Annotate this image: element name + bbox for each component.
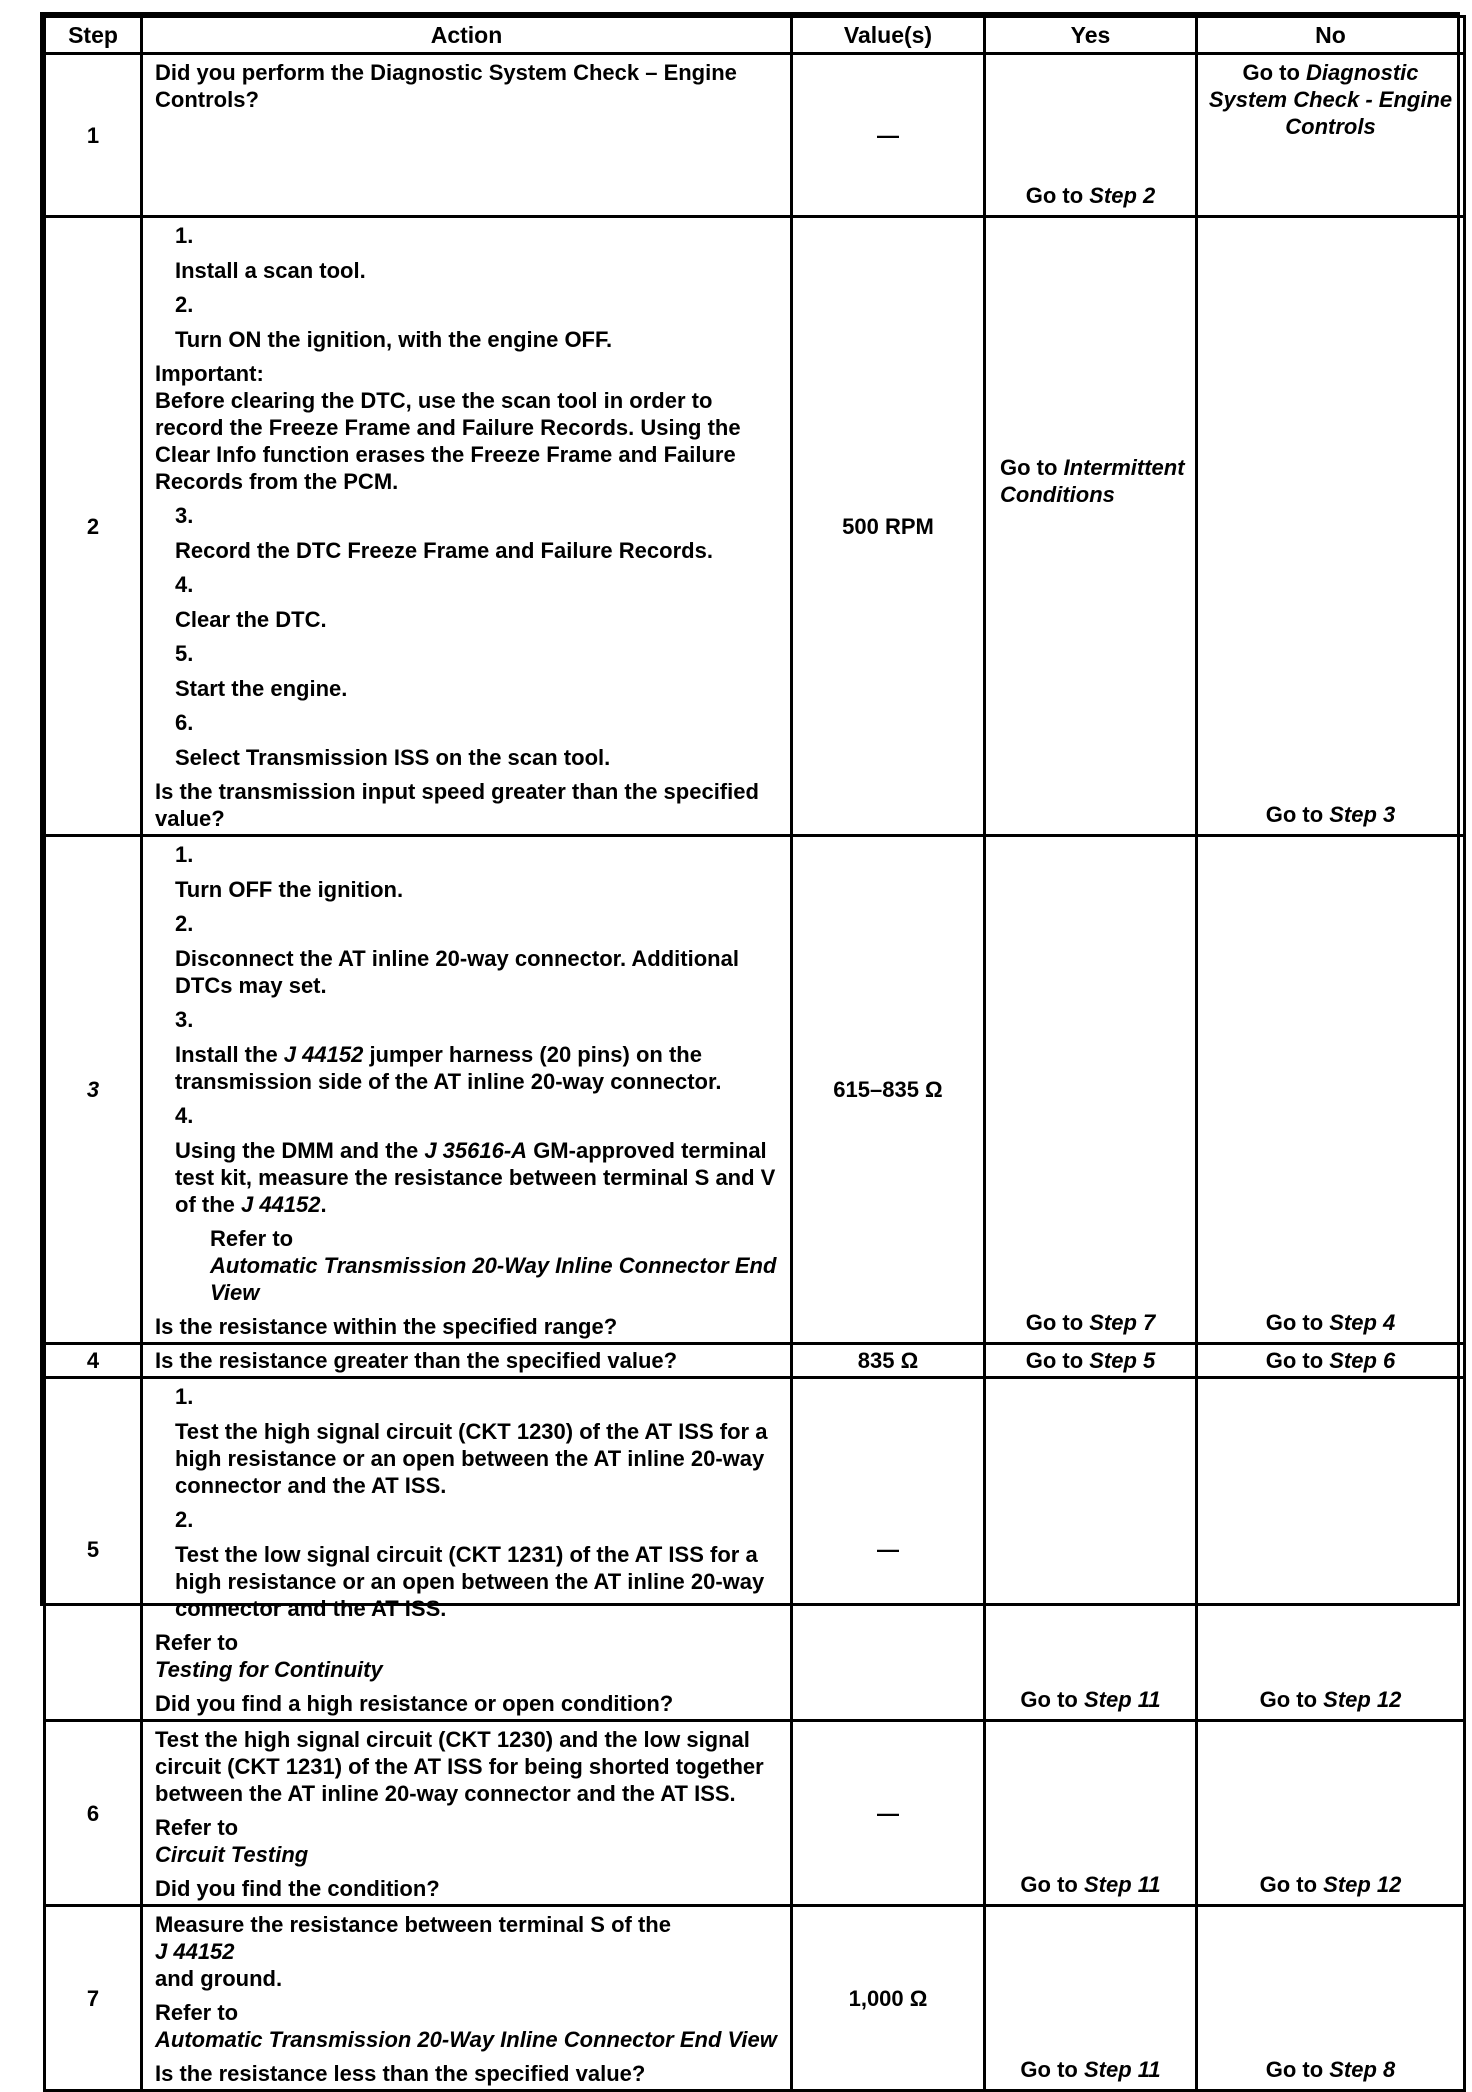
goto-target: Step 11	[1083, 2057, 1161, 2082]
goto-link[interactable]	[1198, 1309, 1463, 1336]
tool-reference: J 35616-A	[424, 1138, 528, 1163]
goto-prefix: Go to	[1020, 2057, 1084, 2082]
important-label: Important:	[155, 361, 264, 386]
refer-prefix: Refer to	[155, 1630, 239, 1655]
action-question: Is the resistance within the specified range?	[155, 1314, 618, 1339]
list-text	[175, 1041, 782, 1095]
text-run: Using the DMM and the	[175, 1138, 425, 1163]
goto-target: Step 11	[1083, 1872, 1161, 1897]
goto-link[interactable]	[1266, 1348, 1396, 1373]
no-cell	[1197, 836, 1465, 1344]
list-item	[175, 709, 782, 771]
refer-link[interactable]: Testing for Continuity	[155, 1657, 383, 1682]
refer-note	[155, 1999, 782, 2053]
list-text: Disconnect the AT inline 20-way connector. Additional DTCs may set.	[175, 946, 739, 998]
list-item	[175, 222, 782, 284]
goto-prefix: Go to	[1025, 1348, 1090, 1373]
table-row	[45, 1906, 1465, 2091]
step-number: 1	[45, 54, 142, 217]
action-cell	[142, 54, 792, 217]
refer-note	[155, 1629, 782, 1683]
action-question: Did you find the condition?	[155, 1876, 440, 1901]
goto-target: Step 2	[1089, 183, 1156, 208]
yes-cell	[985, 836, 1197, 1344]
list-text: Install a scan tool.	[175, 258, 366, 283]
yes-cell	[985, 1344, 1197, 1378]
action-intro: Test the high signal circuit (CKT 1230) and the low signal circuit (CKT 1231) of the AT ISS for being shorted together between the AT inline 20-way connector and the AT ISS.	[155, 1727, 764, 1806]
list-item	[175, 1383, 782, 1499]
action-cell	[142, 1721, 792, 1906]
refer-prefix: Refer to	[210, 1226, 294, 1251]
list-text: Select Transmission ISS on the scan tool.	[175, 745, 611, 770]
action-cell	[142, 1906, 792, 2091]
no-cell	[1197, 217, 1465, 836]
goto-target: Step 12	[1323, 1872, 1402, 1897]
goto-link[interactable]	[986, 1686, 1195, 1713]
diagnostic-table-frame	[40, 12, 1460, 2086]
list-item	[175, 571, 782, 633]
goto-prefix: Go to	[1265, 802, 1330, 827]
goto-link[interactable]	[1198, 2056, 1463, 2083]
goto-target: Step 8	[1329, 2057, 1396, 2082]
list-item	[175, 640, 782, 702]
header-no: No	[1197, 17, 1465, 54]
header-row	[45, 17, 1465, 54]
goto-prefix: Go to	[1020, 1872, 1084, 1897]
yes-cell	[985, 54, 1197, 217]
action-cell	[142, 836, 792, 1344]
goto-prefix: Go to	[1265, 2057, 1330, 2082]
action-cell	[142, 1378, 792, 1721]
tool-reference: J 44152	[155, 1939, 235, 1964]
goto-link[interactable]	[1198, 801, 1463, 828]
refer-prefix: Refer to	[155, 2000, 239, 2025]
goto-target: Step 6	[1329, 1348, 1396, 1373]
step-number: 5	[45, 1378, 142, 1721]
goto-target: Step 7	[1089, 1310, 1156, 1335]
goto-target: Step 12	[1323, 1687, 1402, 1712]
goto-link[interactable]	[986, 2056, 1195, 2083]
list-item	[175, 841, 782, 903]
goto-link[interactable]	[1026, 1348, 1156, 1373]
list-item	[175, 1102, 782, 1218]
value-cell: 1,000 Ω	[792, 1906, 985, 2091]
action-cell	[142, 217, 792, 836]
refer-link[interactable]: Automatic Transmission 20-Way Inline Connector End View	[210, 1253, 777, 1305]
list-number: 3.	[175, 503, 194, 528]
no-cell	[1197, 54, 1465, 217]
table-row	[45, 54, 1465, 217]
goto-target: Step 11	[1083, 1687, 1161, 1712]
header-yes: Yes	[985, 17, 1197, 54]
no-cell	[1197, 1344, 1465, 1378]
text-run: .	[320, 1192, 327, 1217]
list-text: Clear the DTC.	[175, 607, 327, 632]
goto-prefix: Go to	[1025, 183, 1090, 208]
list-text: Turn OFF the ignition.	[175, 877, 404, 902]
step-number: 4	[45, 1344, 142, 1378]
value-cell: 500 RPM	[792, 217, 985, 836]
diagnostic-table	[43, 15, 1466, 2092]
goto-link[interactable]	[986, 182, 1195, 209]
goto-prefix: Go to	[1242, 60, 1307, 85]
tool-reference: J 44152	[241, 1192, 321, 1217]
goto-prefix: Go to	[1000, 455, 1064, 480]
yes-cell	[985, 1906, 1197, 2091]
list-number: 3.	[175, 1007, 194, 1032]
goto-target: Diagnostic System Check - Engine Controls	[1208, 60, 1453, 139]
goto-prefix: Go to	[1020, 1687, 1084, 1712]
list-item	[175, 910, 782, 999]
value-cell: —	[792, 54, 985, 217]
step-number: 3	[45, 836, 142, 1344]
text-run: jumper harness (20 pins) on the transmission side of the AT inline 20-way connector.	[175, 1042, 722, 1094]
goto-target: Step 3	[1329, 802, 1396, 827]
goto-prefix: Go to	[1259, 1687, 1324, 1712]
step-number: 6	[45, 1721, 142, 1906]
list-text: Test the high signal circuit (CKT 1230) of the AT ISS for a high resistance or an open between the AT inline 20-way connector and the AT ISS.	[175, 1419, 768, 1498]
action-question: Did you find a high resistance or open condition?	[155, 1691, 674, 1716]
important-note	[155, 360, 782, 495]
action-question: Is the resistance less than the specified value?	[155, 2061, 646, 2086]
list-number: 6.	[175, 710, 194, 735]
list-item	[175, 502, 782, 564]
list-item	[175, 1506, 782, 1622]
list-number: 1.	[175, 223, 194, 248]
refer-note	[155, 1814, 782, 1868]
list-number: 1.	[175, 1384, 194, 1409]
list-number: 5.	[175, 641, 194, 666]
text-run: Install the	[175, 1042, 284, 1067]
table-row	[45, 1344, 1465, 1378]
yes-cell	[985, 1721, 1197, 1906]
goto-prefix: Go to	[1265, 1348, 1330, 1373]
goto-link[interactable]	[986, 1309, 1195, 1336]
action-intro	[155, 1911, 782, 1992]
list-item	[175, 291, 782, 353]
goto-link[interactable]	[1000, 454, 1191, 508]
list-number: 2.	[175, 911, 194, 936]
list-number: 2.	[175, 1507, 194, 1532]
list-number: 4.	[175, 572, 194, 597]
list-text: Start the engine.	[175, 676, 348, 701]
step-number: 2	[45, 217, 142, 836]
yes-cell	[985, 1378, 1197, 1721]
no-cell	[1197, 1906, 1465, 2091]
text-run: GM-approved terminal test kit, measure the resistance between terminal S and V of the	[175, 1138, 776, 1217]
value-cell: —	[792, 1721, 985, 1906]
table-row	[45, 1721, 1465, 1906]
goto-link[interactable]	[986, 1871, 1195, 1898]
action-cell	[142, 1344, 792, 1378]
step-number: 7	[45, 1906, 142, 2091]
action-question: Is the transmission input speed greater than the specified value?	[155, 779, 759, 831]
goto-target: Step 5	[1089, 1348, 1156, 1373]
list-number: 4.	[175, 1103, 194, 1128]
header-value: Value(s)	[792, 17, 985, 54]
refer-note	[210, 1225, 782, 1306]
list-item	[175, 1006, 782, 1095]
refer-link[interactable]: Circuit Testing	[155, 1842, 309, 1867]
value-cell: 615–835 Ω	[792, 836, 985, 1344]
text-run: Measure the resistance between terminal S of the	[155, 1912, 671, 1937]
text-run: and ground.	[155, 1966, 283, 1991]
header-action: Action	[142, 17, 792, 54]
list-text: Record the DTC Freeze Frame and Failure Records.	[175, 538, 713, 563]
header-step: Step	[45, 17, 142, 54]
refer-link[interactable]: Automatic Transmission 20-Way Inline Connector End View	[155, 2027, 777, 2052]
refer-prefix: Refer to	[155, 1815, 239, 1840]
action-question: Is the resistance greater than the specified value?	[155, 1348, 678, 1373]
value-cell: —	[792, 1378, 985, 1721]
no-cell	[1197, 1721, 1465, 1906]
goto-prefix: Go to	[1265, 1310, 1330, 1335]
list-text	[175, 1137, 782, 1218]
list-text: Test the low signal circuit (CKT 1231) of the AT ISS for a high resistance or an open between the AT inline 20-way connector and the AT ISS.	[175, 1542, 765, 1621]
no-cell	[1197, 1378, 1465, 1721]
important-text: Before clearing the DTC, use the scan tool in order to record the Freeze Frame and Failure Records. Using the Clear Info function erases the Freeze Frame and Failure Records from the PCM.	[155, 388, 741, 494]
goto-prefix: Go to	[1025, 1310, 1090, 1335]
goto-target: Intermittent Conditions	[1000, 455, 1185, 507]
table-row	[45, 1378, 1465, 1721]
goto-link[interactable]	[1198, 1686, 1463, 1713]
list-text: Turn ON the ignition, with the engine OFF.	[175, 327, 613, 352]
table-row	[45, 217, 1465, 836]
list-number: 2.	[175, 292, 194, 317]
goto-target: Step 4	[1329, 1310, 1396, 1335]
yes-cell	[985, 217, 1197, 836]
table-row	[45, 836, 1465, 1344]
action-question: Did you perform the Diagnostic System Check – Engine Controls?	[155, 60, 737, 112]
goto-link[interactable]	[1198, 1871, 1463, 1898]
goto-prefix: Go to	[1259, 1872, 1324, 1897]
tool-reference: J 44152	[283, 1042, 364, 1067]
value-cell: 835 Ω	[792, 1344, 985, 1378]
list-number: 1.	[175, 842, 194, 867]
goto-link[interactable]	[1206, 59, 1455, 140]
